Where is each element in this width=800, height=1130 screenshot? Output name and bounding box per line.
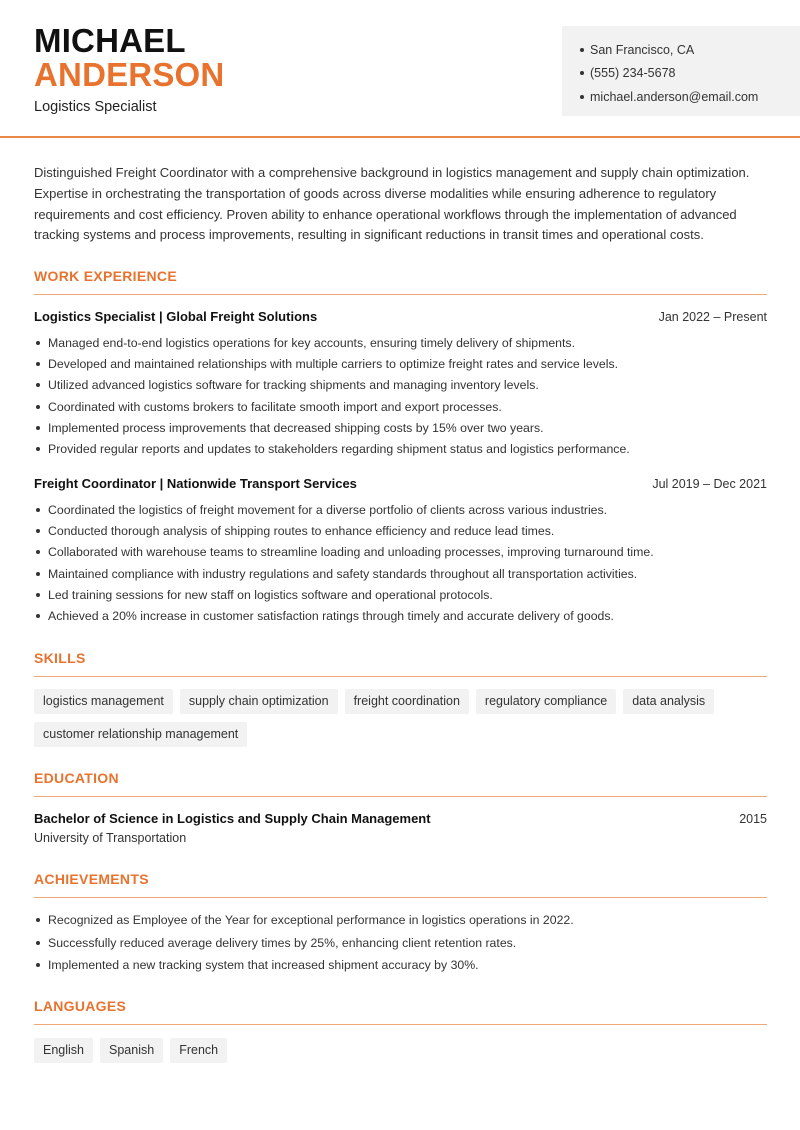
list-item — [34, 584, 767, 605]
section-title-work: WORK EXPERIENCE — [34, 268, 177, 284]
skill-chip: data analysis — [623, 689, 714, 714]
bullet-text: Developed and maintained relationships with multiple carriers to optimize freight rates and service levels. — [48, 356, 619, 371]
phone-text: (555) 234-5678 — [590, 66, 676, 81]
contact-box — [562, 26, 800, 116]
bullet-text: Achieved a 20% increase in customer satisfaction ratings through timely and accurate delivery of goods. — [48, 609, 614, 624]
language-chip: English — [34, 1038, 93, 1063]
job-header — [34, 476, 767, 491]
list-item — [34, 332, 767, 353]
bullet-icon — [36, 529, 40, 533]
section-divider — [34, 676, 767, 677]
bullet-icon — [36, 405, 40, 409]
list-item — [34, 499, 767, 520]
bullet-text: Led training sessions for new staff on logistics software and operational protocols. — [48, 587, 493, 602]
list-item — [34, 438, 767, 459]
job-role: Logistics Specialist | Global Freight Solutions — [34, 309, 318, 324]
list-item — [34, 542, 767, 563]
skill-chip: customer relationship management — [34, 722, 247, 747]
summary: Distinguished Freight Coordinator with a comprehensive background in logistics management and supply chain optimization. Expertise in orchestrating the transportation of goods across diverse modalities while ensuring adherence to regulatory requirements and cost efficiency. Proven ability to enhance operational workflows through the implementation of advanced tracking systems and process improvements, resulting in significant reductions in transit times and operational costs. — [34, 165, 750, 243]
section-divider — [34, 897, 767, 898]
bullet-text: Maintained compliance with industry regulations and safety standards throughout all transportation activities. — [48, 566, 638, 581]
bullet-text: Coordinated the logistics of freight movement for a diverse portfolio of clients across various industries. — [48, 502, 608, 517]
achievements-list — [34, 909, 767, 977]
list-item — [34, 563, 767, 584]
bullet-icon — [36, 426, 40, 430]
email-text: michael.anderson@email.com — [590, 89, 759, 104]
section-title-skills: SKILLS — [34, 650, 86, 666]
achievement-text: Successfully reduced average delivery times by 25%, enhancing client retention rates. — [48, 935, 517, 950]
education-year: 2015 — [739, 812, 767, 826]
section-divider — [34, 294, 767, 295]
location-text: San Francisco, CA — [590, 42, 695, 57]
bullet-icon — [36, 447, 40, 451]
bullet-icon — [36, 572, 40, 576]
job-role: Freight Coordinator | Nationwide Transport Services — [34, 476, 357, 491]
bullet-icon — [36, 941, 40, 945]
list-item — [34, 520, 767, 541]
job-dates: Jul 2019 – Dec 2021 — [652, 477, 767, 491]
bullet-text: Utilized advanced logistics software for tracking shipments and managing inventory levels. — [48, 378, 539, 393]
last-name: ANDERSON — [34, 56, 225, 93]
bullet-icon — [580, 95, 584, 99]
language-chip: French — [170, 1038, 227, 1063]
job-header — [34, 309, 767, 324]
job-title: Logistics Specialist — [34, 99, 157, 115]
education-school: University of Transportation — [34, 831, 187, 845]
section-divider — [34, 1024, 767, 1025]
bullet-icon — [580, 71, 584, 75]
contact-location — [580, 38, 800, 62]
bullet-text: Collaborated with warehouse teams to streamline loading and unloading processes, improving turnaround time. — [48, 545, 654, 560]
bullet-icon — [36, 550, 40, 554]
education-header — [34, 811, 767, 826]
list-item — [34, 375, 767, 396]
resume-header — [0, 0, 800, 138]
list-item — [34, 353, 767, 374]
bullet-icon — [36, 362, 40, 366]
list-item — [34, 417, 767, 438]
job-dates: Jan 2022 – Present — [658, 310, 767, 324]
bullet-text: Implemented process improvements that decreased shipping costs by 15% over two years. — [48, 420, 544, 435]
bullet-icon — [36, 614, 40, 618]
skill-chip: logistics management — [34, 689, 173, 714]
bullet-text: Conducted thorough analysis of shipping routes to enhance efficiency and reduce lead times. — [48, 523, 555, 538]
skill-chip: regulatory compliance — [476, 689, 616, 714]
bullet-icon — [36, 383, 40, 387]
list-item — [34, 932, 767, 955]
languages-list — [34, 1038, 767, 1063]
bullet-icon — [36, 341, 40, 345]
first-name: MICHAEL — [34, 22, 186, 59]
bullet-icon — [580, 48, 584, 52]
bullet-icon — [36, 593, 40, 597]
bullet-text: Coordinated with customs brokers to facilitate smooth import and export processes. — [48, 399, 502, 414]
section-title-education: EDUCATION — [34, 770, 119, 786]
bullet-icon — [36, 918, 40, 922]
section-divider — [34, 796, 767, 797]
education-degree: Bachelor of Science in Logistics and Supply Chain Management — [34, 811, 431, 826]
skill-chip: supply chain optimization — [180, 689, 338, 714]
achievement-text: Implemented a new tracking system that increased shipment accuracy by 30%. — [48, 958, 479, 973]
job-bullets — [34, 499, 767, 627]
section-title-languages: LANGUAGES — [34, 998, 127, 1014]
bullet-text: Managed end-to-end logistics operations for key accounts, ensuring timely delivery of shipments. — [48, 335, 575, 350]
bullet-icon — [36, 963, 40, 967]
bullet-icon — [36, 508, 40, 512]
achievement-text: Recognized as Employee of the Year for exceptional performance in logistics operations in 2022. — [48, 913, 574, 928]
skills-list — [34, 689, 767, 747]
list-item — [34, 954, 767, 977]
contact-phone — [580, 62, 800, 86]
skill-chip: freight coordination — [345, 689, 469, 714]
list-item — [34, 909, 767, 932]
section-title-achievements: ACHIEVEMENTS — [34, 871, 149, 887]
bullet-text: Provided regular reports and updates to stakeholders regarding shipment status and logistics performance. — [48, 442, 630, 457]
job-bullets — [34, 332, 767, 460]
contact-email — [580, 85, 800, 109]
list-item — [34, 605, 767, 626]
language-chip: Spanish — [100, 1038, 163, 1063]
list-item — [34, 396, 767, 417]
